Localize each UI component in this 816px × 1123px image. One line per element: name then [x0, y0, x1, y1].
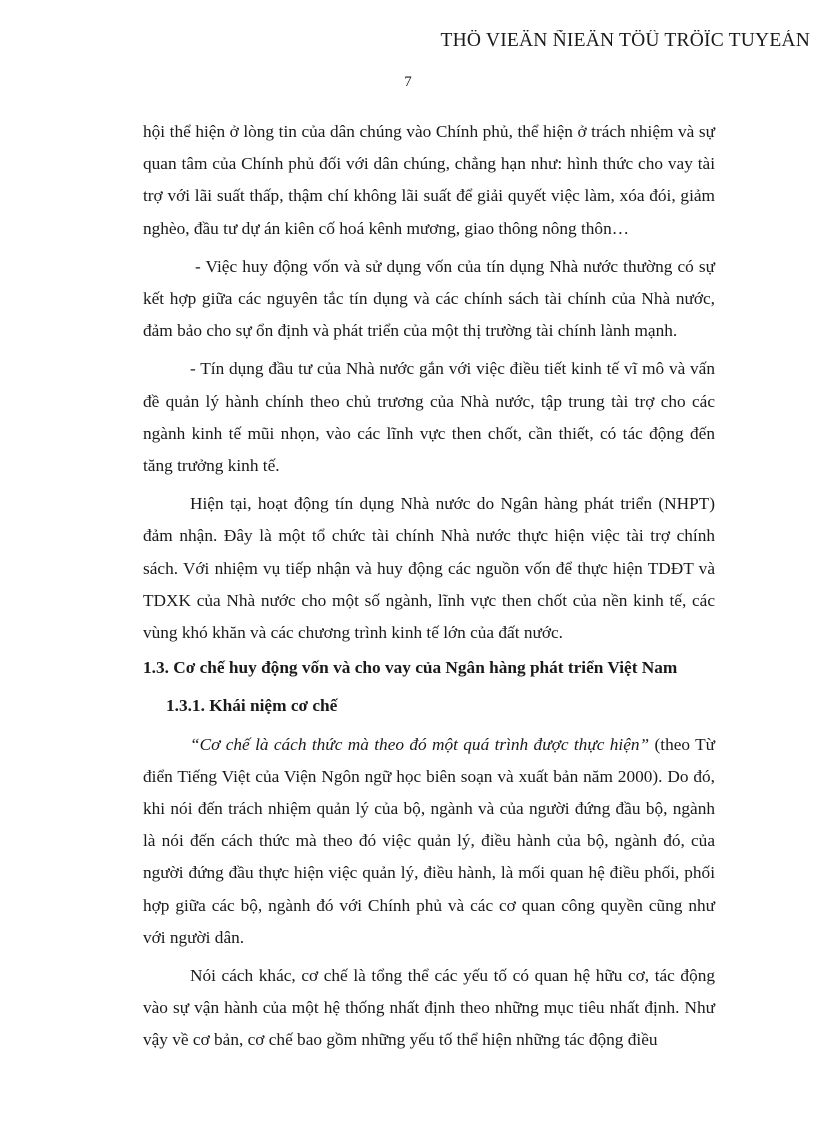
running-header: THÖ VIEÄN ÑIEÄN TÖÛ TRÖÏC TUYEÁN: [440, 30, 810, 51]
page-number: 7: [404, 74, 412, 90]
paragraph-5-text: (theo Từ điển Tiếng Việt của Viện Ngôn ngữ học biên soạn và xuất bản năm 2000). Do đó, khi nói đến trách nhiệm quản lý của bộ, ngành và của người đứng đầu bộ, ngành là nói đến cách thức mà theo đó việc quản lý, điều hành của bộ, ngành đó, của người đứng đầu thực hiện việc quản lý, điều hành, là mối quan hệ điều phối, phối hợp giữa các bộ, ngành đó với Chính phủ và các cơ quan công quyền cũng như với người dân.: [143, 734, 716, 947]
paragraph-2: - Việc huy động vốn và sử dụng vốn của tín dụng Nhà nước thường có sự kết hợp giữa các nguyên tắc tín dụng và các chính sách tài chính của Nhà nước, đảm bảo cho sự ổn định và phát triển của một thị trường tài chính lành mạnh.: [143, 256, 715, 341]
paragraph-3: - Tín dụng đầu tư của Nhà nước gắn với việc điều tiết kinh tế vĩ mô và vấn đề quản lý hành chính theo chủ trương của Nhà nước, tập trung tài trợ cho các ngành kinh tế mũi nhọn, vào các lĩnh vực then chốt, cần thiết, có tác động đến tăng trưởng kinh tế.: [143, 359, 715, 476]
subsection-heading: 1.3.1. Khái niệm cơ chế: [166, 696, 338, 716]
document-body: [143, 116, 715, 1057]
section-heading: 1.3. Cơ chế huy động vốn và cho vay của Ngân hàng phát triển Việt Nam: [143, 658, 678, 678]
paragraph-6: Nói cách khác, cơ chế là tổng thể các yếu tố có quan hệ hữu cơ, tác động vào sự vận hành của một hệ thống nhất định theo những mục tiêu nhất định. Như vậy về cơ bản, cơ chế bao gồm những yếu tố thể hiện những tác động điều: [143, 966, 715, 1050]
paragraph-4: Hiện tại, hoạt động tín dụng Nhà nước do Ngân hàng phát triển (NHPT) đảm nhận. Đây là một tổ chức tài chính Nhà nước thực hiện việc tài trợ chính sách. Với nhiệm vụ tiếp nhận và huy động các nguồn vốn để thực hiện TDĐT và TDXK của Nhà nước cho một số ngành, lĩnh vực then chốt của nền kinh tế, các vùng khó khăn và các chương trình kinh tế lớn của đất nước.: [143, 494, 715, 643]
paragraph-1: hội thể hiện ở lòng tin của dân chúng vào Chính phủ, thể hiện ở trách nhiệm và sự quan tâm của Chính phủ đối với dân chúng, chẳng hạn như: hình thức cho vay tài trợ với lãi suất thấp, thậm chí không lãi suất để giải quyết việc làm, xóa đói, giảm nghèo, đầu tư dự án kiên cố hoá kênh mương, giao thông nông thôn…: [143, 122, 715, 238]
paragraph-5: [143, 729, 715, 954]
definition-quote: “Cơ chế là cách thức mà theo đó một quá trình được thực hiện”: [190, 734, 650, 754]
